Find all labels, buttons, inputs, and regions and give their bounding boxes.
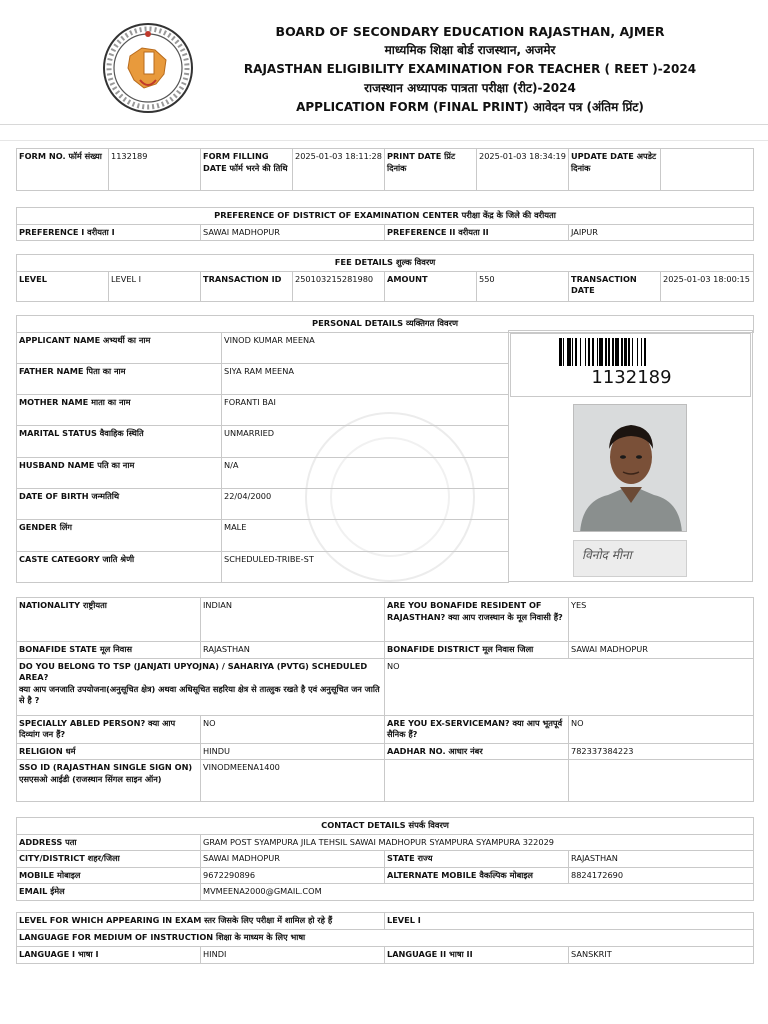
barcode-bar [588,338,591,366]
dob-value: 22/04/2000 [222,488,509,519]
father-name-value: SIYA RAM MEENA [222,363,509,394]
personal-details-title: PERSONAL DETAILS व्यक्तिगत विवरण [17,316,754,333]
father-name-label: FATHER NAME पिता का नाम [17,363,222,394]
tsp-value: NO [385,658,754,715]
nationality-value: INDIAN [201,598,385,642]
exam-name-hindi: राजस्थान अध्यापक पात्रता परीक्षा (रीट)-2024 [364,81,576,95]
state-value: RAJASTHAN [569,851,754,868]
contact-details-title: CONTACT DETAILS संपर्क विवरण [17,818,754,835]
language1-value: HINDI [201,947,385,964]
sso-id-value: VINODMEENA1400 [201,760,385,802]
address-label: ADDRESS पता [17,834,201,851]
medium-language-label: LANGUAGE FOR MEDIUM OF INSTRUCTION शिक्षा के माध्यम के लिए भाषा [17,930,754,947]
exam-level-value: LEVEL I [385,913,754,930]
transaction-id-value: 250103215281980 [293,271,385,301]
aadhar-value: 782337384223 [569,743,754,760]
ex-serviceman-label: ARE YOU EX-SERVICEMAN? क्या आप भूतपूर्व सैनिक हैं? [385,715,569,743]
filling-date-value: 2025-01-03 18:11:28 [293,149,385,191]
barcode-bar [572,338,573,366]
dob-label: DATE OF BIRTH जन्मतिथि [17,488,222,519]
mobile-value: 9672290896 [201,867,385,884]
barcode-bar [632,338,633,366]
header-text [200,22,740,117]
barcode-bar [641,338,642,366]
barcode-bars [559,338,697,366]
applicant-name-value: VINOD KUMAR MEENA [222,332,509,363]
nationality-label: NATIONALITY राष्ट्रीयता [17,598,201,642]
address-value: GRAM POST SYAMPURA JILA TEHSIL SAWAI MADHOPUR SYAMPURA SYAMPURA 322029 [201,834,754,851]
husband-name-label: HUSBAND NAME पति का नाम [17,457,222,488]
barcode-bar [597,338,598,366]
barcode-bar [621,338,622,366]
barcode-number: 1132189 [591,367,672,388]
tsp-label-hi: क्या आप जनजाति उपयोजना(अनुसूचित क्षेत्र) अथवा अधिसूचित सहरिया क्षेत्र से तात्लुक रखते है एवं अनुसूचित जन जाति से है ? [19,683,380,705]
barcode-bar [615,338,619,366]
transaction-date-value: 2025-01-03 18:00:15 [661,271,754,301]
aadhar-label: AADHAR NO. आधार नंबर [385,743,569,760]
gender-label: GENDER लिंग [17,520,222,551]
bonafide-state-value: RAJASTHAN [201,642,385,659]
amount-label: AMOUNT [385,271,477,301]
tsp-label-en: DO YOU BELONG TO TSP (JANJATI UPYOJNA) / SAHARIYA (PVTG) SCHEDULED AREA? [19,660,368,682]
caste-category-label: CASTE CATEGORY जाति श्रेणी [17,551,222,582]
email-value: MVMEENA2000@GMAIL.COM [201,884,754,901]
barcode-bar [592,338,595,366]
level-label: LEVEL [17,271,109,301]
update-date-label: UPDATE DATE अपडेट दिनांक [569,149,661,191]
sso-id-label: SSO ID (RAJASTHAN SINGLE SIGN ON) एसएसओ आईडी (राजस्थान सिंगल साइन ऑन) [17,760,201,802]
level-value: LEVEL I [109,271,201,301]
bonafide-resident-value: YES [569,598,754,642]
barcode-bar [624,338,627,366]
contact-details-table [16,817,754,901]
barcode-bar [563,338,564,366]
applicant-name-label: APPLICANT NAME अभ्यर्थी का नाम [17,332,222,363]
bonafide-state-label: BONAFIDE STATE मूल निवास [17,642,201,659]
marital-status-label: MARITAL STATUS वैवाहिक स्थिति [17,426,222,457]
filling-date-label: FORM FILLING DATE फॉर्म भरने की तिथि [201,149,293,191]
barcode-bar [628,338,631,366]
barcode [510,333,751,397]
mother-name-label: MOTHER NAME माता का नाम [17,395,222,426]
print-date-label: PRINT DATE प्रिंट दिनांक [385,149,477,191]
bonafide-resident-label: ARE YOU BONAFIDE RESIDENT OF RAJASTHAN? क्या आप राजस्थान के मूल निवासी हैं? [385,598,569,642]
person-photo-icon [574,405,687,532]
mobile-label: MOBILE मोबाइल [17,867,201,884]
barcode-bar [644,338,647,366]
caste-category-value: SCHEDULED-TRIBE-ST [222,551,509,582]
pref2-label: PREFERENCE II वरीयता II [385,224,569,241]
barcode-bar [612,338,613,366]
print-date-value: 2025-01-03 18:34:19 [477,149,569,191]
exam-level-label: LEVEL FOR WHICH APPEARING IN EXAM स्तर जिसके लिए परीक्षा में शामिल हो रहे हैं [17,913,385,930]
religion-value: HINDU [201,743,385,760]
husband-name-value: N/A [222,457,509,488]
marital-status-value: UNMARRIED [222,426,509,457]
divider [0,140,768,141]
applicant-signature [573,540,687,577]
language2-value: SANSKRIT [569,947,754,964]
page-header [0,0,768,125]
mother-name-value: FORANTI BAI [222,395,509,426]
alternate-mobile-label: ALTERNATE MOBILE वैकल्पिक मोबाइल [385,867,569,884]
exam-name: RAJASTHAN ELIGIBILITY EXAMINATION FOR TEACHER ( REET )-2024 [243,62,697,76]
barcode-bar [575,338,578,366]
amount-value: 550 [477,271,569,301]
form-no-label: FORM NO. फॉर्म संख्या [17,149,109,191]
barcode-bar [608,338,609,366]
form-title: APPLICATION FORM (FINAL PRINT) आवेदन पत्र (अंतिम प्रिंट) [296,100,644,114]
bonafide-district-value: SAWAI MADHOPUR [569,642,754,659]
barcode-bar [559,338,562,366]
board-name: BOARD OF SECONDARY EDUCATION RAJASTHAN, AJMER [275,24,665,39]
city-value: SAWAI MADHOPUR [201,851,385,868]
signature-text: विनोद मीना [582,548,632,562]
board-name-hindi: माध्यमिक शिक्षा बोर्ड राजस्थान, अजमेर [384,43,556,57]
language1-label: LANGUAGE I भाषा I [17,947,201,964]
district-preference-table [16,207,754,241]
form-info-table [16,148,754,191]
religion-label: RELIGION धर्म [17,743,201,760]
applicant-photo [573,404,687,532]
empty-cell [385,760,569,802]
transaction-id-label: TRANSACTION ID [201,271,293,301]
form-no-value: 1132189 [109,149,201,191]
language2-label: LANGUAGE II भाषा II [385,947,569,964]
fee-details-table [16,254,754,302]
bonafide-district-label: BONAFIDE DISTRICT मूल निवास जिला [385,642,569,659]
empty-cell [569,760,754,802]
email-label: EMAIL ईमेल [17,884,201,901]
transaction-date-label: TRANSACTION DATE [569,271,661,301]
board-seal-icon [100,22,196,114]
specially-abled-label: SPECIALLY ABLED PERSON? क्या आप दिव्यांग जन हैं? [17,715,201,743]
tsp-label [17,658,385,715]
fee-details-title: FEE DETAILS शुल्क विवरण [17,255,754,272]
other-details-table [16,597,754,802]
ex-serviceman-value: NO [569,715,754,743]
pref2-value: JAIPUR [569,224,754,241]
specially-abled-value: NO [201,715,385,743]
state-label: STATE राज्य [385,851,569,868]
barcode-bar [599,338,603,366]
barcode-bar [605,338,608,366]
barcode-bar [585,338,586,366]
city-label: CITY/DISTRICT शहर/जिला [17,851,201,868]
exam-details-table [16,912,754,964]
pref1-label: PREFERENCE I वरीयता I [17,224,201,241]
barcode-bar [637,338,638,366]
alternate-mobile-value: 8824172690 [569,867,754,884]
pref1-value: SAWAI MADHOPUR [201,224,385,241]
barcode-bar [580,338,581,366]
barcode-bar [567,338,571,366]
gender-value: MALE [222,520,509,551]
update-date-value [661,149,754,191]
district-preference-title: PREFERENCE OF DISTRICT OF EXAMINATION CENTER परीक्षा केंद्र के जिले की वरीयता [17,208,754,225]
